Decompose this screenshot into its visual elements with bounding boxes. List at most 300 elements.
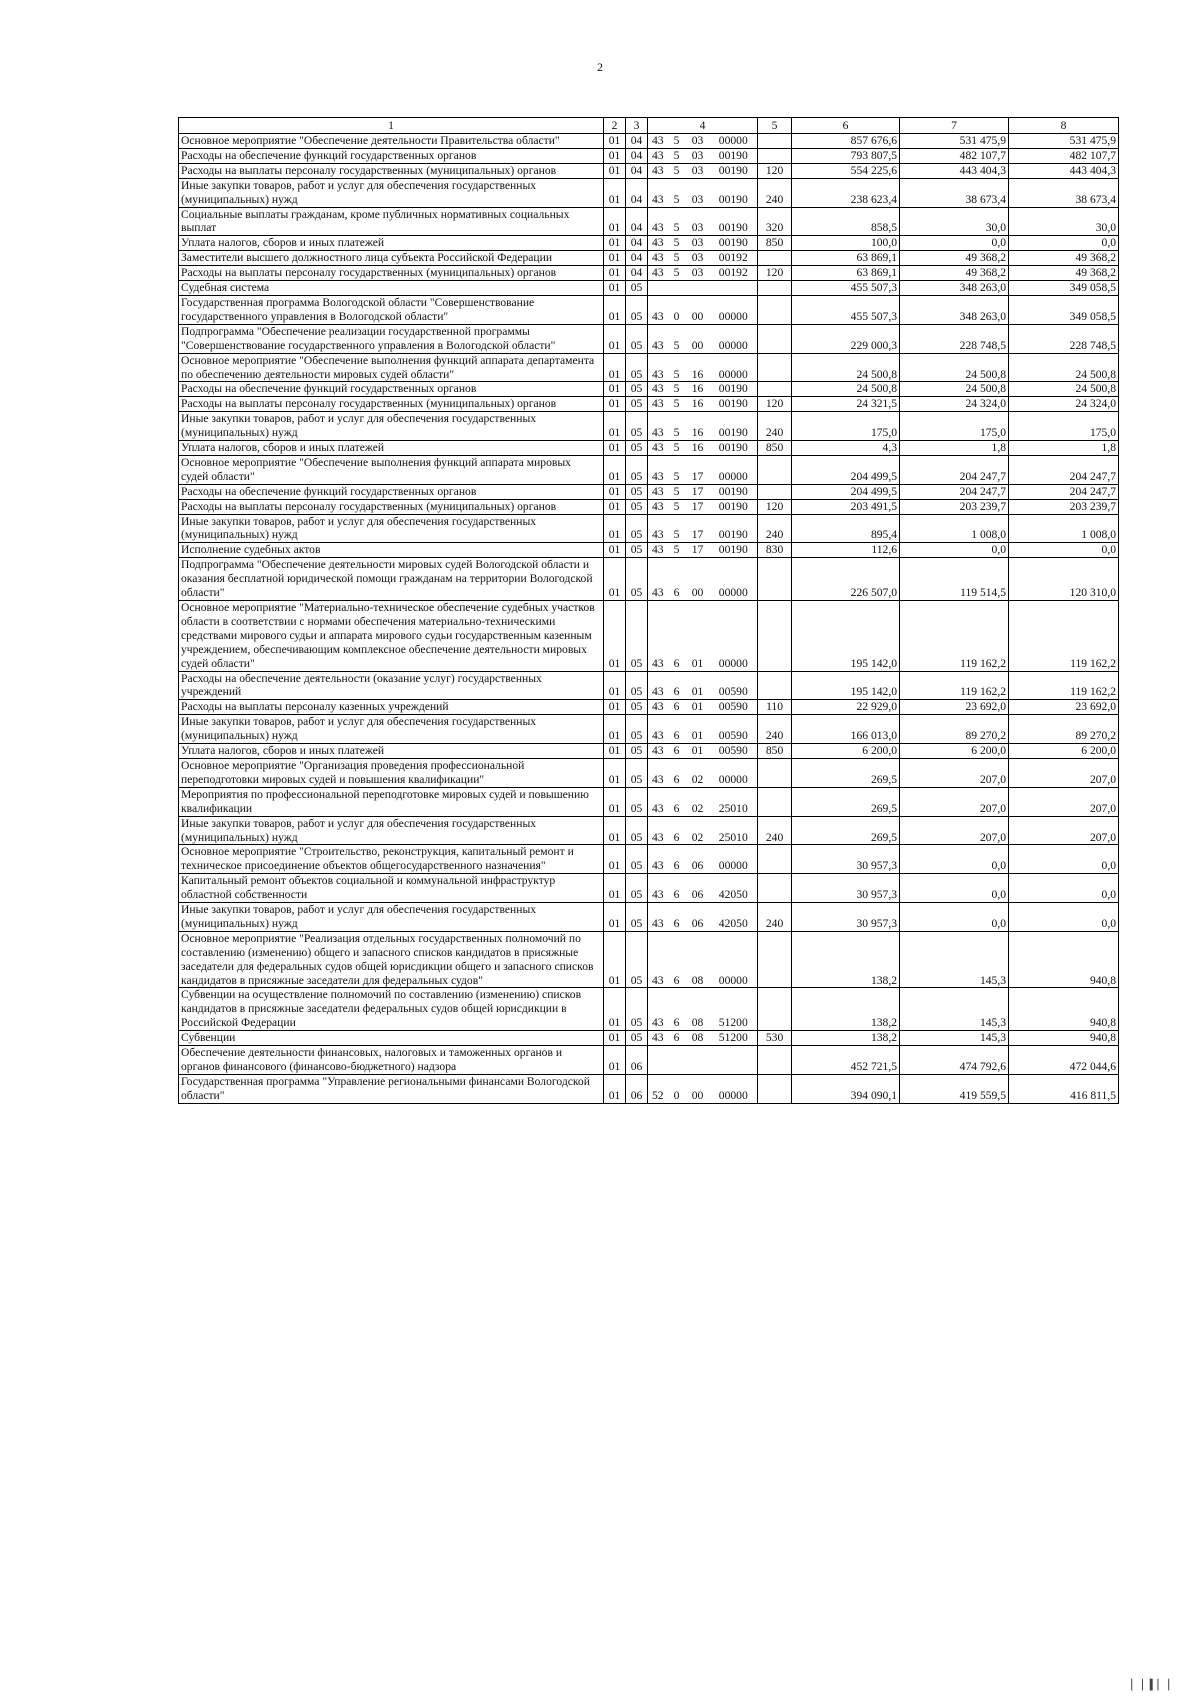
amount-col-7: 531 475,9 xyxy=(900,134,1009,149)
section-code: 01 xyxy=(604,1074,626,1103)
amount-col-8: 119 162,2 xyxy=(1009,601,1119,672)
subsection-code: 05 xyxy=(626,543,648,558)
amount-col-7: 0,0 xyxy=(900,845,1009,874)
amount-col-8: 24 324,0 xyxy=(1009,397,1119,412)
amount-col-6: 63 869,1 xyxy=(792,251,900,266)
header-col-4: 4 xyxy=(648,118,758,134)
row-description: Судебная система xyxy=(179,281,604,296)
program-code: 43 xyxy=(648,903,668,932)
expense-type-code: 120 xyxy=(758,397,792,412)
amount-col-7: 145,3 xyxy=(900,1031,1009,1046)
measure-code: 06 xyxy=(686,903,710,932)
row-description: Социальные выплаты гражданам, кроме публичных нормативных социальных выплат xyxy=(179,207,604,236)
amount-col-6: 30 957,3 xyxy=(792,845,900,874)
direction-code: 00190 xyxy=(710,148,758,163)
expense-type-code: 110 xyxy=(758,700,792,715)
section-code: 01 xyxy=(604,353,626,382)
row-description: Иные закупки товаров, работ и услуг для обеспечения государственных (муниципальных) нужд xyxy=(179,178,604,207)
amount-col-8: 24 500,8 xyxy=(1009,382,1119,397)
subprogram-code: 6 xyxy=(668,700,686,715)
subsection-code: 04 xyxy=(626,134,648,149)
subprogram-code: 6 xyxy=(668,715,686,744)
subprogram-code: 5 xyxy=(668,514,686,543)
program-code: 43 xyxy=(648,931,668,988)
measure-code: 03 xyxy=(686,148,710,163)
amount-col-8: 0,0 xyxy=(1009,543,1119,558)
amount-col-7: 228 748,5 xyxy=(900,324,1009,353)
subsection-code: 05 xyxy=(626,1031,648,1046)
amount-col-7: 23 692,0 xyxy=(900,700,1009,715)
table-row xyxy=(179,903,1119,932)
expense-type-code xyxy=(758,671,792,700)
expense-type-code: 120 xyxy=(758,499,792,514)
amount-col-6: 138,2 xyxy=(792,931,900,988)
measure-code: 16 xyxy=(686,441,710,456)
section-code: 01 xyxy=(604,1031,626,1046)
amount-col-8: 24 500,8 xyxy=(1009,353,1119,382)
measure-code: 03 xyxy=(686,207,710,236)
measure-code: 03 xyxy=(686,251,710,266)
measure-code: 01 xyxy=(686,671,710,700)
subsection-code: 05 xyxy=(626,816,648,845)
subprogram-code: 6 xyxy=(668,931,686,988)
amount-col-8: 482 107,7 xyxy=(1009,148,1119,163)
amount-col-7: 204 247,7 xyxy=(900,455,1009,484)
amount-col-6: 4,3 xyxy=(792,441,900,456)
measure-code: 16 xyxy=(686,353,710,382)
program-code: 43 xyxy=(648,845,668,874)
subprogram-code: 5 xyxy=(668,455,686,484)
table-row xyxy=(179,455,1119,484)
section-code: 01 xyxy=(604,382,626,397)
subprogram-code: 6 xyxy=(668,601,686,672)
measure-code: 00 xyxy=(686,295,710,324)
subprogram-code: 6 xyxy=(668,988,686,1031)
direction-code: 00190 xyxy=(710,441,758,456)
amount-col-8: 0,0 xyxy=(1009,236,1119,251)
amount-col-6: 455 507,3 xyxy=(792,295,900,324)
amount-col-7: 30,0 xyxy=(900,207,1009,236)
subprogram-code xyxy=(668,1046,686,1075)
subsection-code: 05 xyxy=(626,715,648,744)
subsection-code: 05 xyxy=(626,514,648,543)
row-description: Расходы на выплаты персоналу государственных (муниципальных) органов xyxy=(179,499,604,514)
subsection-code: 05 xyxy=(626,499,648,514)
direction-code: 42050 xyxy=(710,874,758,903)
row-description: Расходы на выплаты персоналу государственных (муниципальных) органов xyxy=(179,266,604,281)
row-description: Иные закупки товаров, работ и услуг для обеспечения государственных (муниципальных) нужд xyxy=(179,816,604,845)
direction-code: 00190 xyxy=(710,514,758,543)
expense-type-code xyxy=(758,787,792,816)
subprogram-code: 5 xyxy=(668,412,686,441)
subsection-code: 05 xyxy=(626,397,648,412)
subsection-code: 05 xyxy=(626,412,648,441)
amount-col-8: 6 200,0 xyxy=(1009,744,1119,759)
amount-col-7: 348 263,0 xyxy=(900,281,1009,296)
row-description: Иные закупки товаров, работ и услуг для обеспечения государственных (муниципальных) нужд xyxy=(179,412,604,441)
section-code: 01 xyxy=(604,499,626,514)
subprogram-code: 6 xyxy=(668,816,686,845)
amount-col-8: 416 811,5 xyxy=(1009,1074,1119,1103)
program-code: 43 xyxy=(648,455,668,484)
amount-col-6: 895,4 xyxy=(792,514,900,543)
subsection-code: 05 xyxy=(626,903,648,932)
direction-code: 00000 xyxy=(710,845,758,874)
section-code: 01 xyxy=(604,281,626,296)
expense-type-code xyxy=(758,295,792,324)
measure-code: 00 xyxy=(686,324,710,353)
row-description: Подпрограмма "Обеспечение деятельности мировых судей Вологодской области и оказания бесплатной юридической помощи гражданам на территории Вологодской области" xyxy=(179,558,604,601)
direction-code: 00000 xyxy=(710,455,758,484)
program-code: 43 xyxy=(648,543,668,558)
program-code: 43 xyxy=(648,178,668,207)
direction-code: 00000 xyxy=(710,295,758,324)
header-col-1: 1 xyxy=(179,118,604,134)
amount-col-6: 195 142,0 xyxy=(792,601,900,672)
section-code: 01 xyxy=(604,455,626,484)
amount-col-6: 793 807,5 xyxy=(792,148,900,163)
measure-code: 00 xyxy=(686,1074,710,1103)
row-description: Расходы на обеспечение деятельности (оказание услуг) государственных учреждений xyxy=(179,671,604,700)
measure-code: 08 xyxy=(686,1031,710,1046)
table-row xyxy=(179,499,1119,514)
direction-code: 00590 xyxy=(710,715,758,744)
subsection-code: 05 xyxy=(626,281,648,296)
program-code: 43 xyxy=(648,499,668,514)
expense-type-code: 850 xyxy=(758,744,792,759)
amount-col-8: 349 058,5 xyxy=(1009,295,1119,324)
budget-table xyxy=(178,117,1119,1104)
amount-col-7: 207,0 xyxy=(900,758,1009,787)
direction-code: 00192 xyxy=(710,251,758,266)
direction-code: 00000 xyxy=(710,758,758,787)
direction-code: 00590 xyxy=(710,744,758,759)
expense-type-code: 240 xyxy=(758,178,792,207)
header-col-7: 7 xyxy=(900,118,1009,134)
direction-code: 00000 xyxy=(710,1074,758,1103)
program-code: 43 xyxy=(648,988,668,1031)
scan-mark: ▏ ▏▍▏ ▏ xyxy=(1131,1680,1176,1691)
table-row xyxy=(179,558,1119,601)
program-code xyxy=(648,281,668,296)
table-row xyxy=(179,845,1119,874)
measure-code: 01 xyxy=(686,700,710,715)
subprogram-code: 5 xyxy=(668,382,686,397)
subprogram-code: 6 xyxy=(668,758,686,787)
expense-type-code xyxy=(758,874,792,903)
expense-type-code: 240 xyxy=(758,715,792,744)
direction-code: 25010 xyxy=(710,816,758,845)
amount-col-7: 204 247,7 xyxy=(900,484,1009,499)
amount-col-8: 349 058,5 xyxy=(1009,281,1119,296)
direction-code: 00000 xyxy=(710,134,758,149)
section-code: 01 xyxy=(604,251,626,266)
measure-code: 17 xyxy=(686,455,710,484)
subprogram-code xyxy=(668,281,686,296)
expense-type-code xyxy=(758,558,792,601)
measure-code: 00 xyxy=(686,558,710,601)
amount-col-8: 207,0 xyxy=(1009,816,1119,845)
program-code: 43 xyxy=(648,787,668,816)
program-code: 43 xyxy=(648,700,668,715)
program-code: 43 xyxy=(648,758,668,787)
amount-col-7: 482 107,7 xyxy=(900,148,1009,163)
subprogram-code: 6 xyxy=(668,744,686,759)
row-description: Государственная программа Вологодской области "Совершенствование государственного управления в Вологодской области" xyxy=(179,295,604,324)
measure-code: 06 xyxy=(686,874,710,903)
amount-col-8: 1,8 xyxy=(1009,441,1119,456)
program-code: 43 xyxy=(648,441,668,456)
amount-col-6: 166 013,0 xyxy=(792,715,900,744)
row-description: Расходы на обеспечение функций государственных органов xyxy=(179,148,604,163)
amount-col-7: 49 368,2 xyxy=(900,251,1009,266)
subprogram-code: 6 xyxy=(668,903,686,932)
section-code: 01 xyxy=(604,134,626,149)
amount-col-7: 348 263,0 xyxy=(900,295,1009,324)
table-row xyxy=(179,484,1119,499)
amount-col-7: 0,0 xyxy=(900,236,1009,251)
subsection-code: 04 xyxy=(626,251,648,266)
expense-type-code: 830 xyxy=(758,543,792,558)
amount-col-6: 269,5 xyxy=(792,816,900,845)
expense-type-code xyxy=(758,1074,792,1103)
table-row xyxy=(179,787,1119,816)
expense-type-code xyxy=(758,382,792,397)
table-row xyxy=(179,700,1119,715)
subsection-code: 05 xyxy=(626,455,648,484)
subprogram-code: 5 xyxy=(668,266,686,281)
subsection-code: 04 xyxy=(626,266,648,281)
table-row xyxy=(179,281,1119,296)
program-code: 43 xyxy=(648,514,668,543)
subsection-code: 05 xyxy=(626,988,648,1031)
table-row xyxy=(179,671,1119,700)
amount-col-6: 6 200,0 xyxy=(792,744,900,759)
amount-col-8: 0,0 xyxy=(1009,845,1119,874)
expense-type-code xyxy=(758,484,792,499)
subprogram-code: 0 xyxy=(668,1074,686,1103)
table-row xyxy=(179,816,1119,845)
subsection-code: 05 xyxy=(626,700,648,715)
program-code: 43 xyxy=(648,382,668,397)
amount-col-7: 175,0 xyxy=(900,412,1009,441)
amount-col-8: 175,0 xyxy=(1009,412,1119,441)
measure-code: 03 xyxy=(686,266,710,281)
subsection-code: 05 xyxy=(626,601,648,672)
subsection-code: 05 xyxy=(626,484,648,499)
amount-col-8: 207,0 xyxy=(1009,758,1119,787)
section-code: 01 xyxy=(604,163,626,178)
row-description: Расходы на выплаты персоналу государственных (муниципальных) органов xyxy=(179,163,604,178)
direction-code: 00190 xyxy=(710,178,758,207)
subprogram-code: 5 xyxy=(668,236,686,251)
expense-type-code: 240 xyxy=(758,903,792,932)
table-row xyxy=(179,931,1119,988)
amount-col-7: 419 559,5 xyxy=(900,1074,1009,1103)
amount-col-7: 207,0 xyxy=(900,787,1009,816)
table-row xyxy=(179,988,1119,1031)
amount-col-6: 112,6 xyxy=(792,543,900,558)
amount-col-7: 119 162,2 xyxy=(900,671,1009,700)
amount-col-7: 145,3 xyxy=(900,988,1009,1031)
subprogram-code: 6 xyxy=(668,787,686,816)
amount-col-8: 207,0 xyxy=(1009,787,1119,816)
section-code: 01 xyxy=(604,178,626,207)
subsection-code: 05 xyxy=(626,441,648,456)
direction-code: 00190 xyxy=(710,207,758,236)
measure-code: 17 xyxy=(686,499,710,514)
row-description: Расходы на выплаты персоналу государственных (муниципальных) органов xyxy=(179,397,604,412)
subprogram-code: 5 xyxy=(668,543,686,558)
program-code: 43 xyxy=(648,236,668,251)
expense-type-code xyxy=(758,324,792,353)
subsection-code: 05 xyxy=(626,758,648,787)
subsection-code: 04 xyxy=(626,163,648,178)
amount-col-6: 857 676,6 xyxy=(792,134,900,149)
row-description: Исполнение судебных актов xyxy=(179,543,604,558)
measure-code: 16 xyxy=(686,412,710,441)
subsection-code: 05 xyxy=(626,295,648,324)
program-code: 43 xyxy=(648,1031,668,1046)
amount-col-8: 203 239,7 xyxy=(1009,499,1119,514)
direction-code: 00190 xyxy=(710,484,758,499)
amount-col-8: 228 748,5 xyxy=(1009,324,1119,353)
subprogram-code: 6 xyxy=(668,874,686,903)
amount-col-7: 443 404,3 xyxy=(900,163,1009,178)
amount-col-7: 0,0 xyxy=(900,903,1009,932)
program-code: 43 xyxy=(648,251,668,266)
subsection-code: 05 xyxy=(626,874,648,903)
amount-col-8: 23 692,0 xyxy=(1009,700,1119,715)
header-row xyxy=(179,118,1119,134)
table-row xyxy=(179,236,1119,251)
subsection-code: 04 xyxy=(626,207,648,236)
section-code: 01 xyxy=(604,988,626,1031)
amount-col-7: 1 008,0 xyxy=(900,514,1009,543)
table-row xyxy=(179,601,1119,672)
amount-col-7: 6 200,0 xyxy=(900,744,1009,759)
expense-type-code: 120 xyxy=(758,163,792,178)
expense-type-code xyxy=(758,845,792,874)
expense-type-code: 240 xyxy=(758,816,792,845)
program-code: 43 xyxy=(648,558,668,601)
section-code: 01 xyxy=(604,148,626,163)
section-code: 01 xyxy=(604,671,626,700)
amount-col-8: 0,0 xyxy=(1009,874,1119,903)
subprogram-code: 5 xyxy=(668,499,686,514)
subsection-code: 06 xyxy=(626,1074,648,1103)
subprogram-code: 6 xyxy=(668,1031,686,1046)
amount-col-8: 472 044,6 xyxy=(1009,1046,1119,1075)
amount-col-8: 940,8 xyxy=(1009,931,1119,988)
row-description: Расходы на выплаты персоналу казенных учреждений xyxy=(179,700,604,715)
measure-code: 01 xyxy=(686,744,710,759)
amount-col-6: 30 957,3 xyxy=(792,874,900,903)
program-code: 43 xyxy=(648,715,668,744)
header-col-3: 3 xyxy=(626,118,648,134)
table-row xyxy=(179,148,1119,163)
amount-col-6: 24 500,8 xyxy=(792,353,900,382)
expense-type-code xyxy=(758,1046,792,1075)
table-row xyxy=(179,543,1119,558)
measure-code: 01 xyxy=(686,601,710,672)
direction-code: 51200 xyxy=(710,1031,758,1046)
section-code: 01 xyxy=(604,324,626,353)
program-code: 43 xyxy=(648,874,668,903)
row-description: Расходы на обеспечение функций государственных органов xyxy=(179,484,604,499)
measure-code: 03 xyxy=(686,236,710,251)
subprogram-code: 0 xyxy=(668,295,686,324)
direction-code: 00000 xyxy=(710,324,758,353)
section-code: 01 xyxy=(604,236,626,251)
amount-col-6: 238 623,4 xyxy=(792,178,900,207)
expense-type-code xyxy=(758,988,792,1031)
amount-col-6: 24 500,8 xyxy=(792,382,900,397)
program-code: 43 xyxy=(648,484,668,499)
section-code: 01 xyxy=(604,874,626,903)
subprogram-code: 5 xyxy=(668,134,686,149)
direction-code: 00000 xyxy=(710,601,758,672)
amount-col-6: 858,5 xyxy=(792,207,900,236)
amount-col-7: 145,3 xyxy=(900,931,1009,988)
subsection-code: 04 xyxy=(626,236,648,251)
direction-code: 00190 xyxy=(710,236,758,251)
program-code: 43 xyxy=(648,163,668,178)
program-code: 43 xyxy=(648,412,668,441)
program-code: 52 xyxy=(648,1074,668,1103)
row-description: Субвенции на осуществление полномочий по составлению (изменению) списков кандидатов в присяжные заседатели федеральных судов общей юрисдикции в Российской Федерации xyxy=(179,988,604,1031)
table-row xyxy=(179,744,1119,759)
table-row xyxy=(179,412,1119,441)
subprogram-code: 5 xyxy=(668,397,686,412)
expense-type-code xyxy=(758,281,792,296)
subprogram-code: 5 xyxy=(668,148,686,163)
expense-type-code xyxy=(758,931,792,988)
amount-col-8: 119 162,2 xyxy=(1009,671,1119,700)
measure-code: 03 xyxy=(686,134,710,149)
row-description: Капитальный ремонт объектов социальной и коммунальной инфраструктур областной собственности xyxy=(179,874,604,903)
amount-col-6: 24 321,5 xyxy=(792,397,900,412)
program-code: 43 xyxy=(648,134,668,149)
measure-code: 17 xyxy=(686,484,710,499)
section-code: 01 xyxy=(604,207,626,236)
table-row xyxy=(179,715,1119,744)
table-row xyxy=(179,441,1119,456)
amount-col-6: 229 000,3 xyxy=(792,324,900,353)
measure-code: 16 xyxy=(686,382,710,397)
subsection-code: 04 xyxy=(626,148,648,163)
subprogram-code: 6 xyxy=(668,671,686,700)
subprogram-code: 5 xyxy=(668,324,686,353)
measure-code: 08 xyxy=(686,988,710,1031)
subsection-code: 05 xyxy=(626,671,648,700)
expense-type-code: 240 xyxy=(758,412,792,441)
subprogram-code: 5 xyxy=(668,353,686,382)
expense-type-code: 240 xyxy=(758,514,792,543)
measure-code: 01 xyxy=(686,715,710,744)
program-code: 43 xyxy=(648,266,668,281)
table-row xyxy=(179,353,1119,382)
amount-col-6: 195 142,0 xyxy=(792,671,900,700)
table-row xyxy=(179,1031,1119,1046)
program-code: 43 xyxy=(648,816,668,845)
section-code: 01 xyxy=(604,558,626,601)
amount-col-7: 38 673,4 xyxy=(900,178,1009,207)
direction-code: 00000 xyxy=(710,558,758,601)
amount-col-7: 24 500,8 xyxy=(900,382,1009,397)
section-code: 01 xyxy=(604,903,626,932)
subsection-code: 06 xyxy=(626,1046,648,1075)
